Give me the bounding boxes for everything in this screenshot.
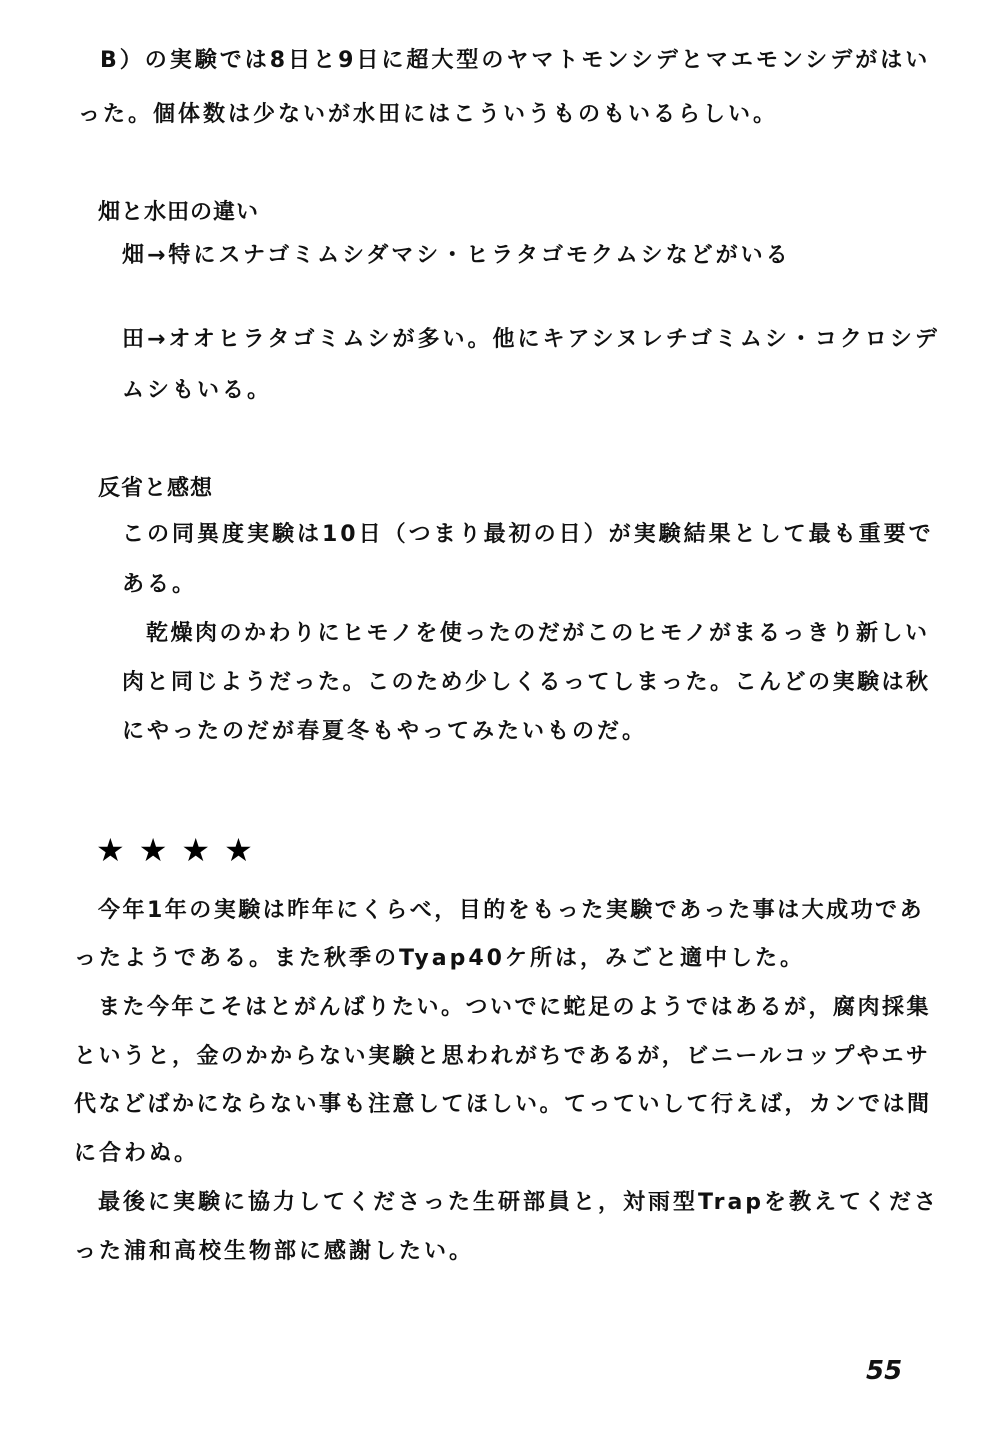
reflection-line-4: 肉と同じようだった。このため少しくるってしまった。こんどの実験は秋 — [122, 670, 931, 695]
closing-line-2: ったようである。また秋季のTyap40ケ所は，みごと適中した。 — [74, 946, 805, 971]
reflection-line-5: にやったのだが春夏冬もやってみたいものだ。 — [122, 719, 648, 744]
paragraph-top-line-2: った。個体数は少ないが水田にはこういうものもいるらしい。 — [78, 102, 779, 127]
closing-line-4: というと，金のかからない実験と思われがちであるが，ビニールコップやエサ — [74, 1044, 931, 1069]
difference-paddy-line-2: ムシもいる。 — [122, 378, 273, 403]
star-divider: ★★★★ — [96, 831, 267, 869]
closing-line-3: また今年こそはとがんばりたい。ついでに蛇足のようではあるが，腐肉採集 — [98, 995, 932, 1020]
section-heading-difference: 畑と水田の違い — [98, 200, 260, 225]
paragraph-top-line-1: B）の実験では8日と9日に超大型のヤマトモンシデとマエモンシデがはい — [100, 48, 931, 73]
closing-line-5: 代などばかにならない事も注意してほしい。てっていして行えば，カンでは間 — [74, 1092, 932, 1117]
reflection-line-1: この同異度実験は10日（つまり最初の日）が実験結果として最も重要で — [122, 522, 934, 547]
closing-line-6: に合わぬ。 — [74, 1141, 200, 1166]
closing-line-8: った浦和高校生物部に感謝したい。 — [74, 1239, 475, 1264]
page-number: 55 — [866, 1356, 903, 1386]
difference-paddy-line-1: 田→オオヒラタゴミムシが多い。他にキアシヌレチゴミムシ・コクロシデ — [122, 327, 940, 352]
section-heading-reflection: 反省と感想 — [98, 476, 214, 501]
difference-field-line: 畑→特にスナゴミムシダマシ・ヒラタゴモクムシなどがいる — [122, 243, 791, 268]
reflection-line-2: ある。 — [122, 572, 198, 597]
reflection-line-3: 乾燥肉のかわりにヒモノを使ったのだがこのヒモノがまるっきり新しい — [146, 621, 930, 646]
closing-line-7: 最後に実験に協力してくださった生研部員と，対雨型Trapを教えてくださ — [98, 1190, 940, 1215]
closing-line-1: 今年1年の実験は昨年にくらべ，目的をもった実験であった事は大成功であ — [98, 898, 925, 923]
